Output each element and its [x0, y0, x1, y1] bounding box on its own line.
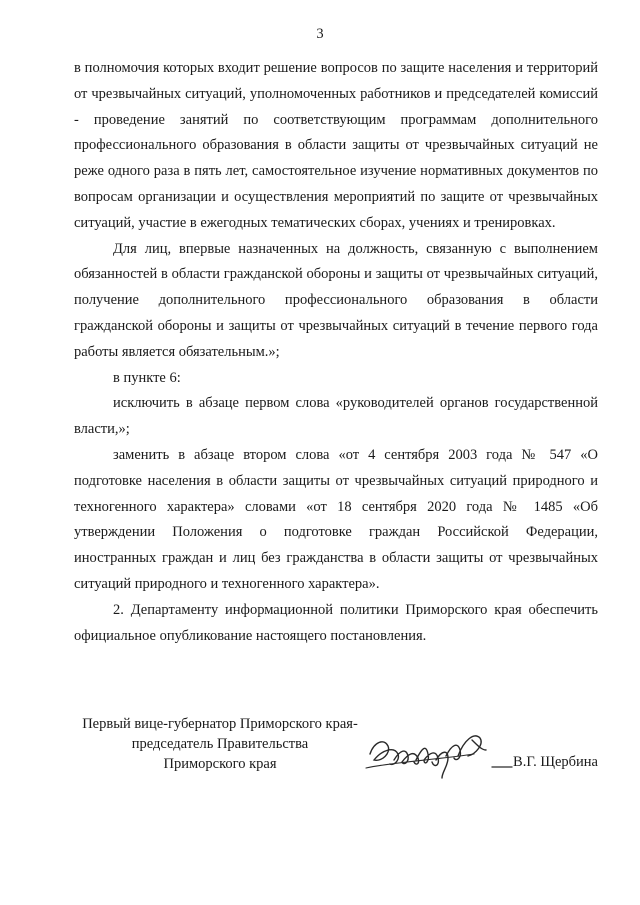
paragraph-continuation: в полномочия которых входит решение вопросов по защите населения и территорий от чрезвычайных ситуаций, уполномоченных работников и председателей комиссий - проведение занятий по соответствующим программам дополнительного профессионального образования в области защиты от чрезвычайных ситуаций не реже одного раза в пять лет, самостоятельное изучение нормативных документов по вопросам организации и осуществления мероприятий по защите от чрезвычайных ситуаций, участие в ежегодных тематических сборах, учениях и тренировках. [74, 60, 598, 231]
document-body [74, 56, 598, 649]
paragraph-exclude-words: исключить в абзаце первом слова «руководителей органов государственной власти,»; [74, 395, 598, 438]
signatory-title-line-3: Приморского края [163, 756, 277, 772]
signer-name: В.Г. Щербина [513, 754, 598, 770]
signatory-title [80, 714, 360, 774]
signature-block [74, 714, 598, 784]
signatory-title-line-1: Первый вице-губернатор Приморского края- [82, 716, 358, 732]
paragraph-item-6: в пункте 6: [113, 369, 181, 386]
page-number: 3 [316, 26, 324, 42]
paragraph-publication: 2. Департаменту информационной политики Приморского края обеспечить официальное опубликование настоящего постановления. [74, 601, 598, 644]
signatory-title-line-2: председатель Правительства [131, 736, 309, 752]
paragraph-first-year-training: Для лиц, впервые назначенных на должность, связанную с выполнением обязанностей в области гражданской обороны и защиты от чрезвычайных ситуаций, получение дополнительного профессионального образования в области гражданской обороны и защиты от чрезвычайных ситуаций в течение первого года работы является обязательным.»; [74, 240, 598, 360]
paragraph-replace-words: заменить в абзаце втором слова «от 4 сентября 2003 года № 547 «О подготовке населения в области защиты от чрезвычайных ситуаций природного и техногенного характера» словами «от 18 сентября 2020 года № 1485 «Об утверждении Положения о подготовке граждан Российской Федерации, иностранных граждан и лиц без гражданства в области защиты от чрезвычайных ситуаций природного и техногенного характера». [74, 446, 598, 592]
